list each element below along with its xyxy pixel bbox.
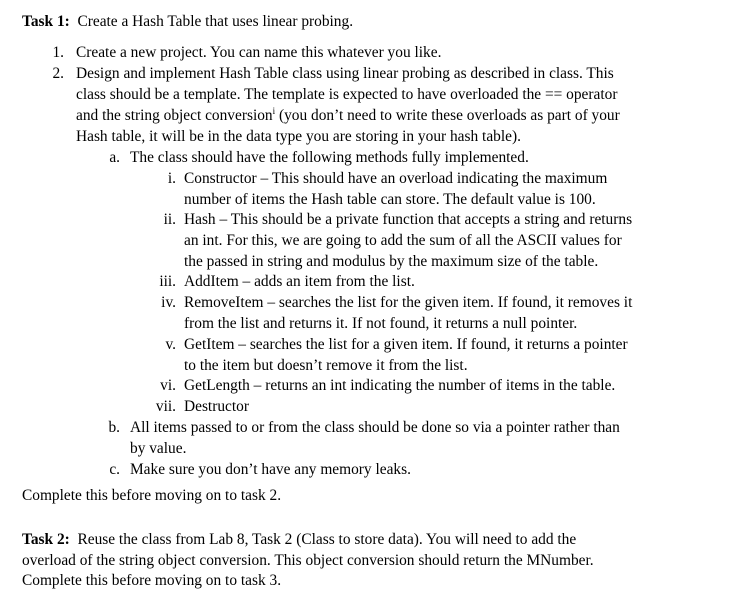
item-1-marker: 1.: [52, 44, 64, 61]
sub-b-line-2: by value.: [130, 440, 187, 457]
task1-intro: Create a Hash Table that uses linear probing.: [77, 13, 354, 30]
item-2-line-2: class should be a template. The template is expected to have overloaded the == operator: [76, 86, 618, 103]
item-2-line-3-text: and the string object conversion: [76, 107, 273, 124]
item-2-line-4: Hash table, it will be in the data type you are storing in your hash table).: [76, 128, 521, 145]
method-vi-line-1: GetLength – returns an int indicating the number of items in the table.: [184, 377, 616, 394]
sub-a-marker: a.: [109, 149, 120, 166]
task1-closing: Complete this before moving on to task 2.: [22, 487, 282, 504]
sub-b-marker: b.: [108, 419, 120, 436]
method-iv-line-1: RemoveItem – searches the list for the given item. If found, it removes it: [184, 294, 633, 311]
method-i-marker: i.: [167, 170, 176, 187]
task2-line-1-text: Reuse the class from Lab 8, Task 2 (Class to store data). You will need to add the: [77, 531, 577, 548]
method-v-line-1: GetItem – searches the list for a given item. If found, it returns a pointer: [184, 336, 628, 353]
method-i-line-2: number of items the Hash table can store. The default value is 100.: [184, 191, 596, 208]
sub-c-marker: c.: [109, 461, 120, 478]
method-iv-line-2: from the list and returns it. If not found, it returns a null pointer.: [184, 315, 578, 332]
method-ii-line-2: an int. For this, we are going to add the sum of all the ASCII values for: [184, 232, 622, 249]
item-1-text: Create a new project. You can name this whatever you like.: [76, 44, 442, 61]
task2-heading: Task 2:: [22, 531, 70, 548]
sub-b-line-1: All items passed to or from the class should be done so via a pointer rather than: [130, 419, 620, 436]
method-ii-line-3: the passed in string and modulus by the maximum size of the table.: [184, 253, 599, 270]
method-iii-line-1: AddItem – adds an item from the list.: [184, 273, 415, 290]
task1-heading: Task 1:: [22, 13, 70, 30]
item-2-line-1: Design and implement Hash Table class using linear probing as described in class. This: [76, 65, 614, 82]
sub-c-line-1: Make sure you don’t have any memory leaks.: [130, 461, 411, 478]
method-iii-marker: iii.: [159, 273, 176, 290]
sub-a-text: The class should have the following methods fully implemented.: [130, 149, 529, 166]
item-2-line-3-rest: (you don’t need to write these overloads as part of your: [275, 107, 620, 124]
method-vii-line-1: Destructor: [184, 398, 249, 415]
task2-line-2: overload of the string object conversion. This object conversion should return the MNumber.: [22, 552, 594, 569]
task2-line-1: [22, 530, 576, 551]
task2-line-3: Complete this before moving on to task 3.: [22, 572, 282, 589]
method-ii-line-1: Hash – This should be a private function that accepts a string and returns: [184, 211, 633, 228]
method-vi-marker: vi.: [160, 377, 176, 394]
footnote-ref[interactable]: i: [272, 106, 276, 116]
method-vii-marker: vii.: [155, 398, 176, 415]
method-ii-marker: ii.: [163, 211, 176, 228]
method-i-line-1: Constructor – This should have an overload indicating the maximum: [184, 170, 608, 187]
item-2-marker: 2.: [52, 65, 64, 82]
method-v-line-2: to the item but doesn’t remove it from the list.: [184, 357, 468, 374]
method-v-marker: v.: [165, 336, 176, 353]
method-iv-marker: iv.: [161, 294, 176, 311]
item-2-line-3: [76, 106, 620, 127]
task1-title-line: [22, 12, 353, 33]
